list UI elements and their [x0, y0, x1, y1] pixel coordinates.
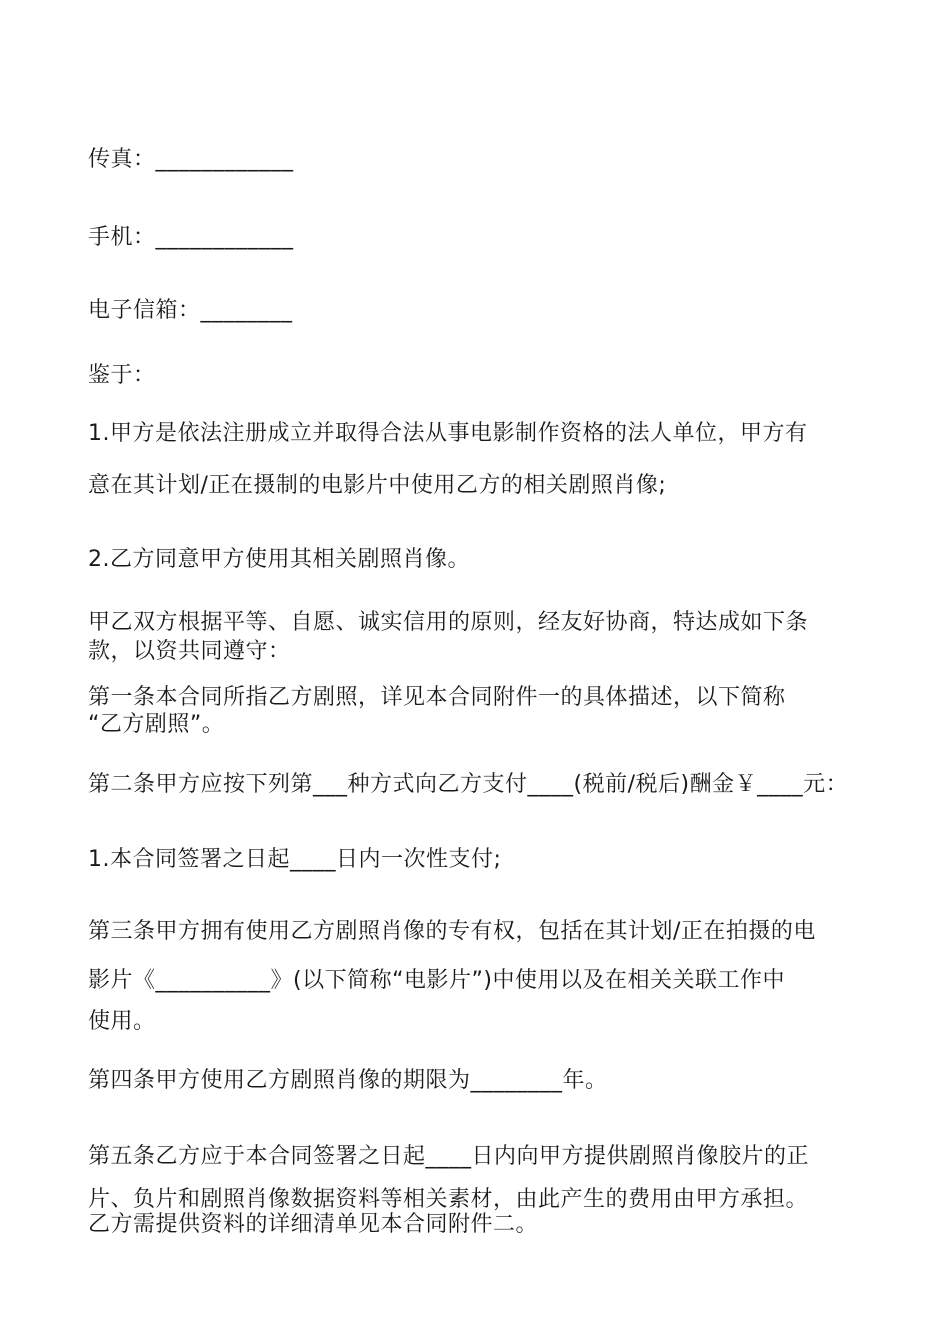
article-1-line-1: 第一条本合同所指乙方剧照，详见本合同附件一的具体描述，以下简称 [88, 685, 786, 710]
mobile-field-line: 手机：____________ [88, 225, 294, 250]
fax-field-line: 传真：____________ [88, 147, 294, 172]
email-field-line: 电子信箱：________ [88, 298, 293, 323]
article-5-line-2: 片、负片和剧照肖像数据资料等相关素材，由此产生的费用由甲方承担。 [88, 1187, 809, 1212]
whereas-heading: 鉴于： [88, 363, 156, 388]
article-3-line-3: 使用。 [88, 1009, 156, 1034]
preamble-line-1: 甲乙双方根据平等、自愿、诚实信用的原则，经友好协商，特达成如下条 [88, 610, 809, 635]
recital-1-line-1: 1.甲方是依法注册成立并取得合法从事电影制作资格的法人单位，甲方有 [88, 421, 808, 446]
article-5-line-1: 第五条乙方应于本合同签署之日起____日内向甲方提供剧照肖像胶片的正 [88, 1144, 810, 1169]
article-3-line-2: 影片《__________》(以下简称“电影片”)中使用以及在相关关联工作中 [88, 968, 785, 993]
article-1-line-2: “乙方剧照”。 [88, 712, 225, 737]
recital-1-line-2: 意在其计划/正在摄制的电影片中使用乙方的相关剧照肖像; [88, 473, 667, 498]
preamble-line-2: 款，以资共同遵守： [88, 639, 291, 664]
recital-2: 2.乙方同意甲方使用其相关剧照肖像。 [88, 547, 470, 572]
article-2-item-1: 1.本合同签署之日起____日内一次性支付; [88, 847, 502, 872]
article-5-line-3: 乙方需提供资料的详细清单见本合同附件二。 [88, 1212, 539, 1237]
article-2: 第二条甲方应按下列第___种方式向乙方支付____(税前/税后)酬金￥____元： [88, 772, 849, 797]
article-4: 第四条甲方使用乙方剧照肖像的期限为________年。 [88, 1068, 608, 1093]
article-3-line-1: 第三条甲方拥有使用乙方剧照肖像的专有权，包括在其计划/正在拍摄的电 [88, 919, 816, 944]
